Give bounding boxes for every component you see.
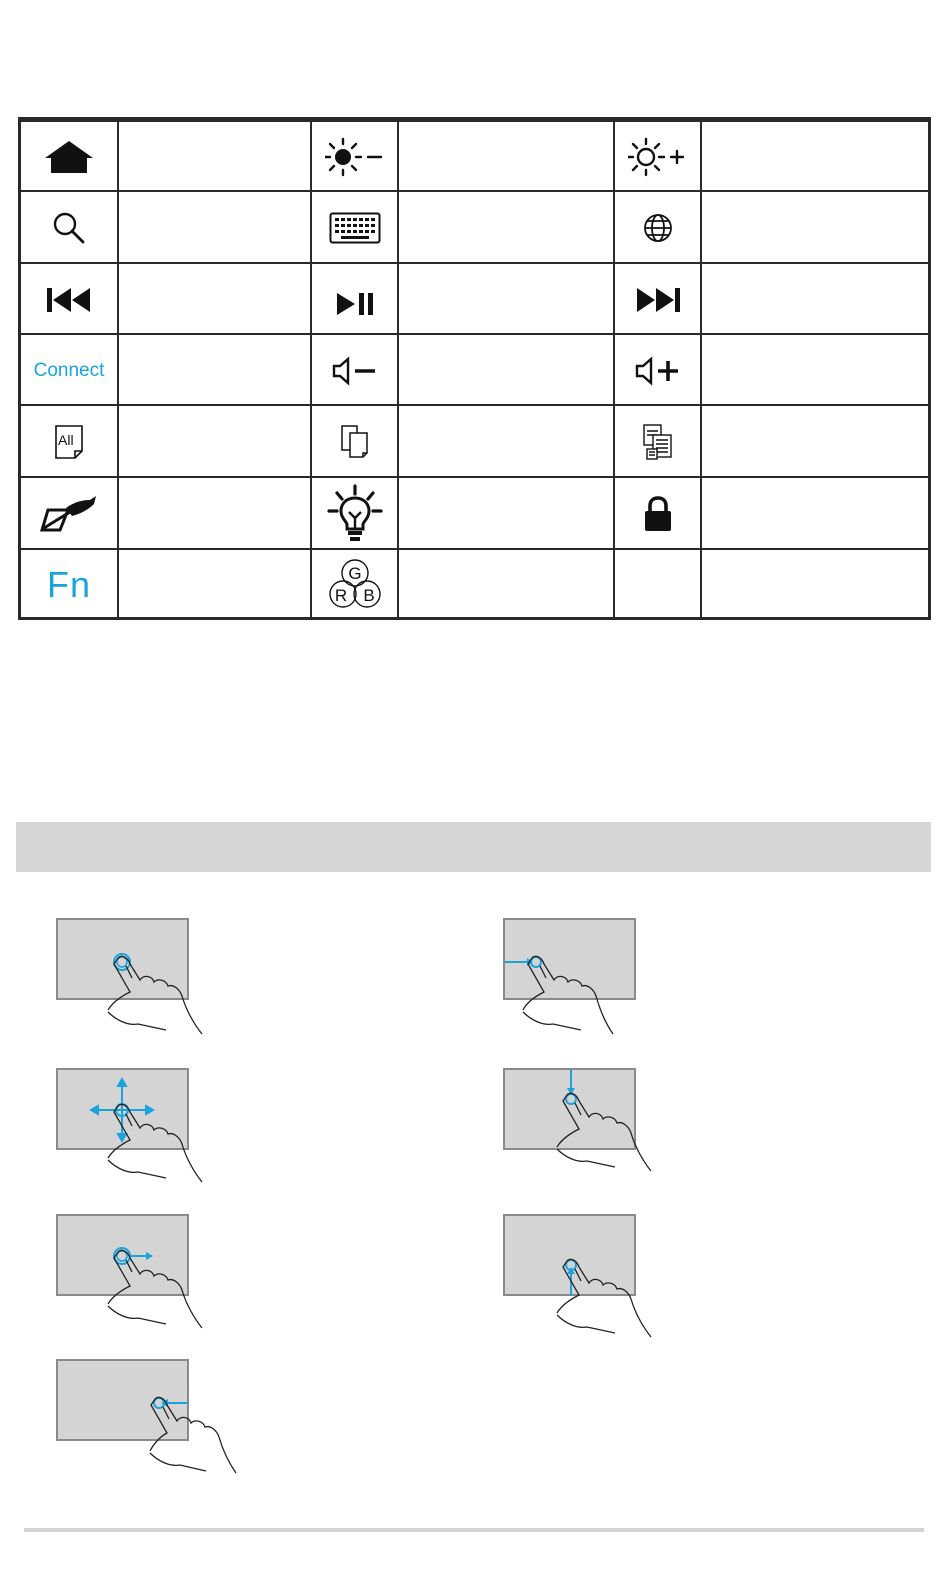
gesture-tap-and-drag-right <box>56 1214 256 1334</box>
hand-tap-drag-icon <box>56 1214 256 1334</box>
gesture-swipe-from-left-edge <box>503 918 703 1038</box>
gesture-single-tap <box>56 918 256 1038</box>
rgb-b-letter: B <box>362 585 375 605</box>
hand-tap-icon <box>56 918 256 1038</box>
backlight-icon <box>312 478 397 550</box>
section-header-bar <box>16 822 931 872</box>
table-row <box>21 262 928 335</box>
volume-down-icon <box>312 335 397 406</box>
paste-icon <box>615 406 700 478</box>
gesture-swipe-from-right-edge <box>56 1359 256 1479</box>
table-row <box>21 548 928 619</box>
rgb-icon <box>312 550 397 619</box>
brightness-down-icon <box>312 122 397 192</box>
hand-swipe-up-icon <box>503 1214 703 1334</box>
hand-swipe-left-icon <box>56 1359 256 1479</box>
gesture-swipe-down-from-top-edge <box>503 1068 703 1188</box>
footer-divider <box>24 1528 924 1532</box>
touchpad-off-icon <box>21 478 117 550</box>
select-all-text: All <box>58 432 74 448</box>
gesture-swipe-up-from-bottom-edge <box>503 1214 703 1334</box>
table-row <box>21 190 928 264</box>
lock-icon <box>615 478 700 550</box>
table-row <box>21 333 928 406</box>
play-pause-icon <box>312 264 397 335</box>
hand-move-icon <box>56 1068 256 1188</box>
copy-icon <box>312 406 397 478</box>
fn-text: Fn <box>46 563 91 605</box>
table-row <box>21 404 928 478</box>
gesture-drag-any-direction <box>56 1068 256 1188</box>
rgb-r-letter: R <box>334 585 347 605</box>
search-icon <box>21 192 117 264</box>
hand-swipe-right-icon <box>503 918 703 1038</box>
globe-icon <box>615 192 700 264</box>
keyboard-icon <box>312 192 397 264</box>
rgb-g-letter: G <box>347 563 362 583</box>
previous-track-icon <box>21 264 117 335</box>
key-function-table <box>18 117 931 620</box>
home-icon <box>21 122 117 192</box>
table-row <box>21 476 928 550</box>
table-row <box>21 120 928 192</box>
connect-text: Connect <box>33 359 105 381</box>
fn-label <box>21 550 117 619</box>
next-track-icon <box>615 264 700 335</box>
volume-up-icon <box>615 335 700 406</box>
select-all-icon <box>21 406 117 478</box>
brightness-up-icon <box>615 122 700 192</box>
connect-label <box>21 335 117 406</box>
hand-swipe-down-icon <box>503 1068 703 1188</box>
